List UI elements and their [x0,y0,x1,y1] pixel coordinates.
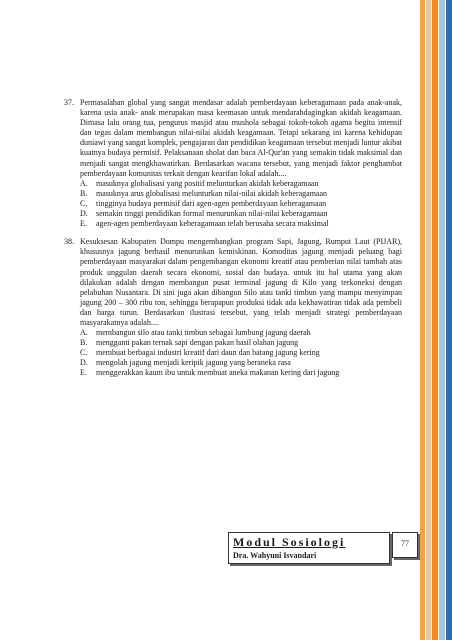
question-text: Kesuksesan Kabupaten Dompu mengembangkan program Sapi, Jagung, Rumput Laut (PIJAR), khususnya jagung berhasil menurunkan kemiskinan. Komoditas jagung menjadi peluang bagi pemberdayaan masyarakat dalam pengembangan ekonomi kreatif atau pemberian nilai tambah atas produk unggulan daerah secara ekonomi, sosial dan budaya. untuk itu hal utama yang akan dilakukan adalah dengan membangun pusat terminal jagung di Kilo yang terkoneksi dengan pelabuhan Nusantara. Di sini juga akan dibangun Silo atau tanki timbun yang mampu menyimpan jagung 200 – 300 ribu ton, sehingga berapapun produksi tidak ada kekhawatiran tidak ada pembeli dan harga turun. Berdasarkan ilustrasi tersebut, yang telah menjadi strategi pemberdayaan masyarakatnya adalah.... [80,237,402,327]
options-list [80,179,402,229]
stripe-dark-orange [432,0,438,640]
option-a: A. membangun silo atau tanki timbun sebagai lumbung jagung daerah [80,328,311,338]
option-b: B. masuknya arus globalisasi melunturkan nilai-nilai akidah keberagamaan [80,188,328,198]
option-d: D. semakin tinggi pendidikan formal menurunkan nilai-nilai keberagamaan [80,209,328,219]
question-38 [64,237,402,378]
question-number: 38. [64,237,74,247]
author-name: Dra. Wahyuni Isvandari [233,551,317,560]
options-list [80,328,402,378]
decorative-stripes [420,0,452,640]
option-d: D. mengolah jagung menjadi keripik jagung yang beraneka rasa [80,358,291,368]
stripe-tan [426,0,431,640]
option-a: A. masuknya globalisasi yang positif melunturkan akidah keberagamaan [80,178,319,188]
module-title: Modul Sosiologi [233,535,346,549]
stripe-blue [446,0,452,640]
question-37 [64,98,402,229]
footer-module-box [228,532,390,564]
option-c: C. membuat berbagai industri kreatif dari daun dan batang jagung kering [80,348,320,358]
page-number: 77 [392,532,418,558]
option-c: C. tingginya budaya permisif dari agen-agen pemberdayaan keberagamaan [80,198,327,208]
option-e: E. menggerakkan kaum ibu untuk membuat aneka makanan kering dari jagung [80,368,340,378]
questions-content [64,98,402,387]
stripe-orange [420,0,425,640]
question-number: 37. [64,98,74,107]
question-text: Permasalahan global yang sangat mendasar adalah pemberdayaan keberagamaan pada anak-anak, karena usia anak- anak merupakan masa keemasan untuk mendarahdagingkan akidah keagamaan. Dimasa lalu orang tua, pengurus masjid atau mushola sebagai tokoh-tokoh agama begitu intensif dan tegas dalam membangun nilai-nilai akidah keagamaan. Tetapi sekarang ini karena kehidupan duniawi yang sangat komplek, pengajaran dan pendidikan keagamaan tersebut menjadi luntur akibat kuatnya budaya permisif. Pelaksanaan sholat dan baca Al-Qur'an yang semakin tidak maksimal dan menjadi sangat mengkhawatirkan. Berdasarkan wacana tersebut, yang menjadi faktor penghambat pemberdayaan komunitas terkait dengan kearifan lokal adalah.... [80,98,402,178]
option-e: E. agen-agen pemberdayaan keberagamaan telah berusaha secara maksimal [80,219,329,229]
stripe-light-blue [439,0,445,640]
option-b: B. mengganti pakan ternak sapi dengan pakan hasil olahan jagung [80,338,299,348]
